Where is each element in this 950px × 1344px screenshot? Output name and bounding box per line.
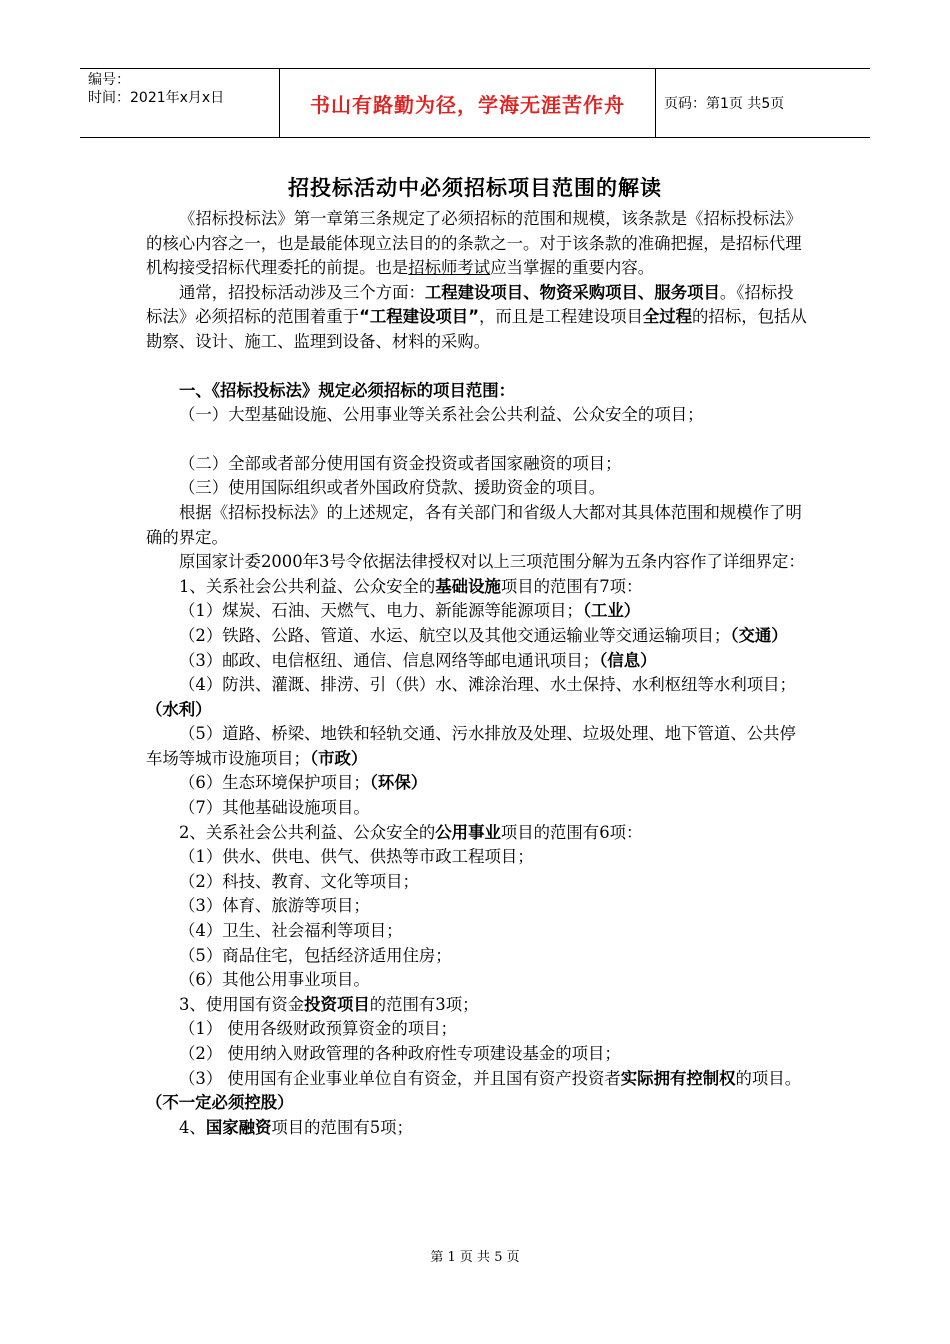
- list-item: （2）科技、教育、文化等项目；: [179, 871, 419, 891]
- list-item: （三）使用国际组织或者外国政府贷款、援助资金的项目。: [179, 478, 606, 498]
- list-item: （1）煤炭、石油、天燃气、电力、新能源等能源项目；（工业）: [179, 601, 641, 621]
- document-body: [146, 207, 808, 1140]
- section-heading: 一、《招标投标法》规定必须招标的项目范围：: [179, 380, 516, 400]
- list-item: （3）体育、旅游等项目；: [179, 896, 370, 916]
- list-item: 3、使用国有资金投资项目的范围有3项；: [179, 994, 479, 1014]
- doc-number-label: 编号：: [88, 72, 130, 88]
- document-title: 招投标活动中必须招标项目范围的解读: [288, 176, 662, 200]
- paragraph: 根据《招标投标法》的上述规定，各有关部门和省级人大都对其具体范围和规模作了明确的界定。: [146, 502, 802, 547]
- paragraph: 通常，招投标活动涉及三个方面：工程建设项目、物资采购项目、服务项目。《招标投标法》必须招标的范围着重于“工程建设项目”，而且是工程建设项目全过程的招标，包括从勘察、设计、施工、监理到设备、材料的采购。: [146, 282, 807, 351]
- header-page-code: 页码：第1页 共5页: [664, 96, 785, 112]
- header-meta: [80, 69, 280, 137]
- exam-link[interactable]: 招标师考试: [408, 258, 491, 278]
- page-footer: 第 1 页 共 5 页: [430, 1250, 520, 1265]
- list-item: （4）防洪、灌溉、排涝、引（供）水、滩涂治理、水土保持、水利枢纽等水利项目；（水利）: [146, 675, 796, 719]
- paragraph: 原国家计委2000年3号令依据法律授权对以上三项范围分解为五条内容作了详细界定：: [179, 552, 805, 572]
- list-item: 1、关系社会公共利益、公众安全的基础设施项目的范围有7项：: [179, 576, 643, 596]
- list-item: （二）全部或者部分使用国有资金投资或者国家融资的项目；: [179, 453, 622, 473]
- header-table: [80, 68, 870, 138]
- list-item: （6）生态环境保护项目；（环保）: [179, 773, 428, 793]
- list-item: （2） 使用纳入财政管理的各种政府性专项建设基金的项目；: [179, 1044, 621, 1063]
- list-item: （6）其他公用事业项目。: [179, 970, 370, 990]
- doc-time-label: 时间：2021年x月x日: [88, 90, 225, 106]
- paragraph: 《招标投标法》第一章第三条规定了必须招标的范围和规模，该条款是《招标投标法》的核心内容之一，也是最能体现立法目的的条款之一。对于该条款的准确把握，是招标代理机构接受招标代理委托的前提。也是招标师考试应当掌握的重要内容。: [146, 209, 802, 278]
- list-item: （3） 使用国有企业事业单位自有资金，并且国有资产投资者实际拥有控制权的项目。 （不一定必须控股）: [146, 1068, 802, 1113]
- list-item: （1）供水、供电、供气、供热等市政工程项目；: [179, 847, 534, 867]
- list-item: （5）商品住宅，包括经济适用住房；: [179, 945, 452, 965]
- list-item: （5）道路、桥梁、地铁和轻轨交通、污水排放及处理、垃圾处理、地下管道、公共停车场等城市设施项目；（市政）: [146, 724, 796, 768]
- list-item: 2、关系社会公共利益、公众安全的公用事业项目的范围有6项：: [179, 822, 643, 842]
- list-item: （3）邮政、电信枢纽、通信、信息网络等邮电通讯项目；（信息）: [179, 650, 657, 670]
- list-item: （2）铁路、公路、管道、水运、航空以及其他交通运输业等交通运输项目；（交通）: [179, 625, 788, 645]
- list-item: （1） 使用各级财政预算资金的项目；: [179, 1019, 457, 1039]
- header-motto: 书山有路勤为径，学海无涯苦作舟: [280, 69, 656, 137]
- list-item: （一）大型基础设施、公用事业等关系社会公共利益、公众安全的项目；: [179, 405, 704, 425]
- list-item: 4、国家融资项目的范围有5项；: [179, 1117, 413, 1137]
- list-item: （4）卫生、社会福利等项目；: [179, 921, 403, 941]
- list-item: （7）其他基础设施项目。: [179, 798, 370, 818]
